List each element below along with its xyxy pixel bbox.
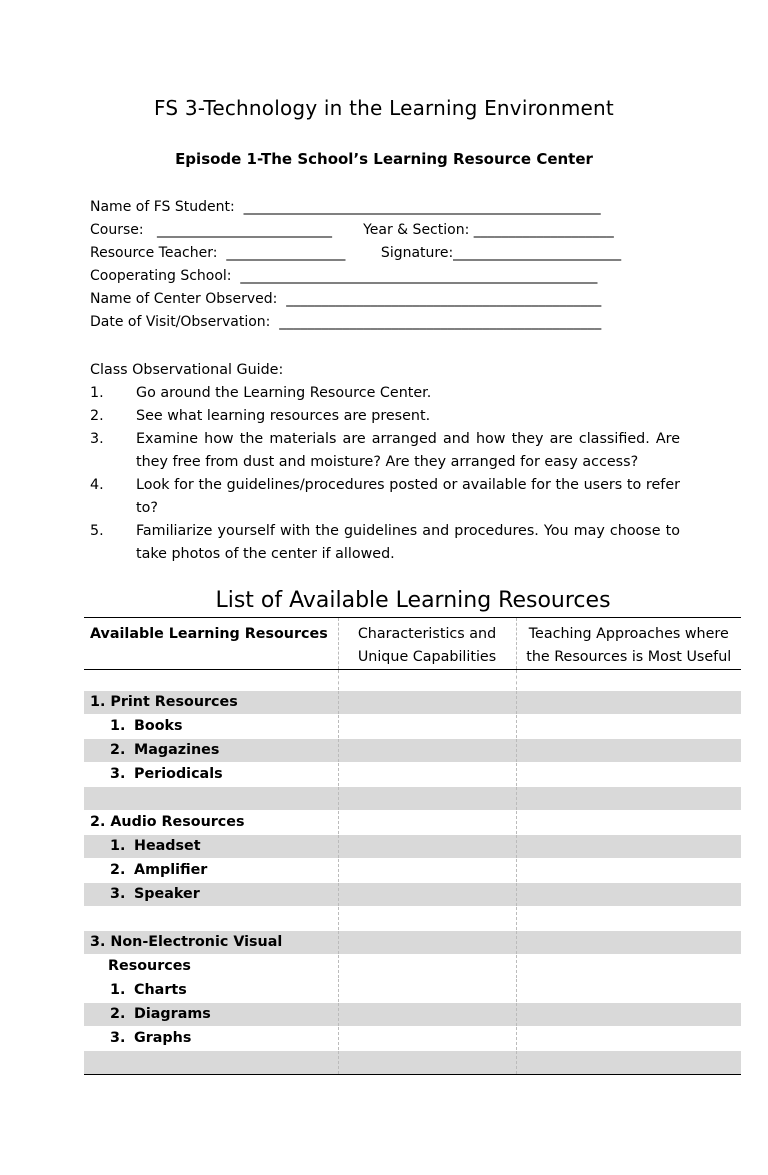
characteristics-cell[interactable]	[338, 859, 516, 883]
table-row	[84, 955, 741, 979]
column-header-characteristics: Characteristics and Unique Capabilities	[338, 618, 516, 670]
table-spacer-row	[84, 670, 741, 691]
table-row	[84, 739, 741, 763]
document-title: FS 3-Technology in the Learning Environment	[154, 96, 614, 120]
resource-item: 3. Periodicals	[84, 763, 338, 787]
guide-item	[90, 405, 680, 428]
guide-item-number: 1.	[90, 385, 104, 401]
guide-item	[90, 520, 680, 566]
resource-item: 3. Graphs	[84, 1027, 338, 1051]
table-row	[84, 931, 741, 955]
table-row	[84, 1003, 741, 1027]
column-header-resources: Available Learning Resources	[84, 618, 338, 670]
guide-item	[90, 474, 680, 520]
teaching-approach-cell[interactable]	[516, 931, 741, 955]
student-info-fields	[90, 196, 621, 334]
teaching-approach-cell[interactable]	[516, 979, 741, 1003]
table-row	[84, 883, 741, 907]
table-row	[84, 979, 741, 1003]
characteristics-cell[interactable]	[338, 931, 516, 955]
table-spacer-row	[84, 787, 741, 811]
episode-subtitle: Episode 1-The School’s Learning Resource Center	[175, 150, 593, 168]
resource-item: 2. Amplifier	[84, 859, 338, 883]
learning-resources-table	[84, 617, 741, 1075]
guide-item-number: 3.	[90, 431, 104, 447]
guide-item-text: Look for the guidelines/procedures posted or available for the users to refer to?	[136, 477, 680, 516]
resource-teacher-signature-field[interactable]: Resource Teacher: _________________ Signature:________________________	[90, 245, 622, 261]
guide-item-text: See what learning resources are present.	[136, 408, 431, 424]
column-header-teaching-approaches: Teaching Approaches where the Resources is Most Useful	[516, 618, 741, 670]
guide-item	[90, 382, 680, 405]
characteristics-cell[interactable]	[338, 883, 516, 907]
table-row	[84, 763, 741, 787]
resources-table-title: List of Available Learning Resources	[215, 588, 611, 613]
characteristics-cell[interactable]	[338, 763, 516, 787]
course-section-field[interactable]: Course: _________________________ Year & Section: ____________________	[90, 222, 614, 238]
category-label-continued: Resources	[84, 955, 338, 979]
teaching-approach-cell[interactable]	[516, 811, 741, 835]
resource-item: 2. Diagrams	[84, 1003, 338, 1027]
resource-item: 1. Headset	[84, 835, 338, 859]
center-observed-field[interactable]: Name of Center Observed: _____________________________________________	[90, 291, 602, 307]
teaching-approach-cell[interactable]	[516, 835, 741, 859]
teaching-approach-cell[interactable]	[516, 715, 741, 739]
teaching-approach-cell[interactable]	[516, 859, 741, 883]
characteristics-cell[interactable]	[338, 1027, 516, 1051]
table-spacer-row	[84, 1051, 741, 1075]
characteristics-cell[interactable]	[338, 739, 516, 763]
characteristics-cell[interactable]	[338, 811, 516, 835]
table-row	[84, 811, 741, 835]
characteristics-cell[interactable]	[338, 955, 516, 979]
table-row	[84, 1027, 741, 1051]
table-row	[84, 715, 741, 739]
table-spacer-row	[84, 907, 741, 931]
teaching-approach-cell[interactable]	[516, 883, 741, 907]
teaching-approach-cell[interactable]	[516, 763, 741, 787]
table-row	[84, 835, 741, 859]
guide-item-number: 5.	[90, 523, 104, 539]
category-non-electronic-visual: 3. Non-Electronic Visual	[84, 931, 338, 955]
table-row	[84, 691, 741, 715]
guide-item-text: Go around the Learning Resource Center.	[136, 385, 432, 401]
table-row	[84, 859, 741, 883]
fs-student-name-field[interactable]: Name of FS Student: ___________________________________________________	[90, 199, 601, 215]
teaching-approach-cell[interactable]	[516, 955, 741, 979]
characteristics-cell[interactable]	[338, 979, 516, 1003]
teaching-approach-cell[interactable]	[516, 739, 741, 763]
guide-item-number: 2.	[90, 408, 104, 424]
visit-date-field[interactable]: Date of Visit/Observation: ______________________________________________	[90, 314, 602, 330]
characteristics-cell[interactable]	[338, 715, 516, 739]
resource-item: 2. Magazines	[84, 739, 338, 763]
observational-guide	[90, 359, 680, 566]
teaching-approach-cell[interactable]	[516, 1027, 741, 1051]
characteristics-cell[interactable]	[338, 835, 516, 859]
guide-heading: Class Observational Guide:	[90, 362, 284, 378]
guide-item-text: Examine how the materials are arranged and how they are classified. Are they free from dust and moisture? Are they arranged for easy access?	[136, 431, 680, 470]
category-print-resources: 1. Print Resources	[84, 691, 338, 715]
guide-item-text: Familiarize yourself with the guidelines and procedures. You may choose to take photos of the center if allowed.	[136, 523, 680, 562]
teaching-approach-cell[interactable]	[516, 1003, 741, 1027]
resource-item: 3. Speaker	[84, 883, 338, 907]
guide-item	[90, 428, 680, 474]
teaching-approach-cell[interactable]	[516, 691, 741, 715]
characteristics-cell[interactable]	[338, 691, 516, 715]
resource-item: 1. Charts	[84, 979, 338, 1003]
resource-item: 1. Books	[84, 715, 338, 739]
guide-item-number: 4.	[90, 477, 104, 493]
characteristics-cell[interactable]	[338, 1003, 516, 1027]
table-header-row	[84, 618, 741, 670]
category-audio-resources: 2. Audio Resources	[84, 811, 338, 835]
cooperating-school-field[interactable]: Cooperating School: ___________________________________________________	[90, 268, 598, 284]
